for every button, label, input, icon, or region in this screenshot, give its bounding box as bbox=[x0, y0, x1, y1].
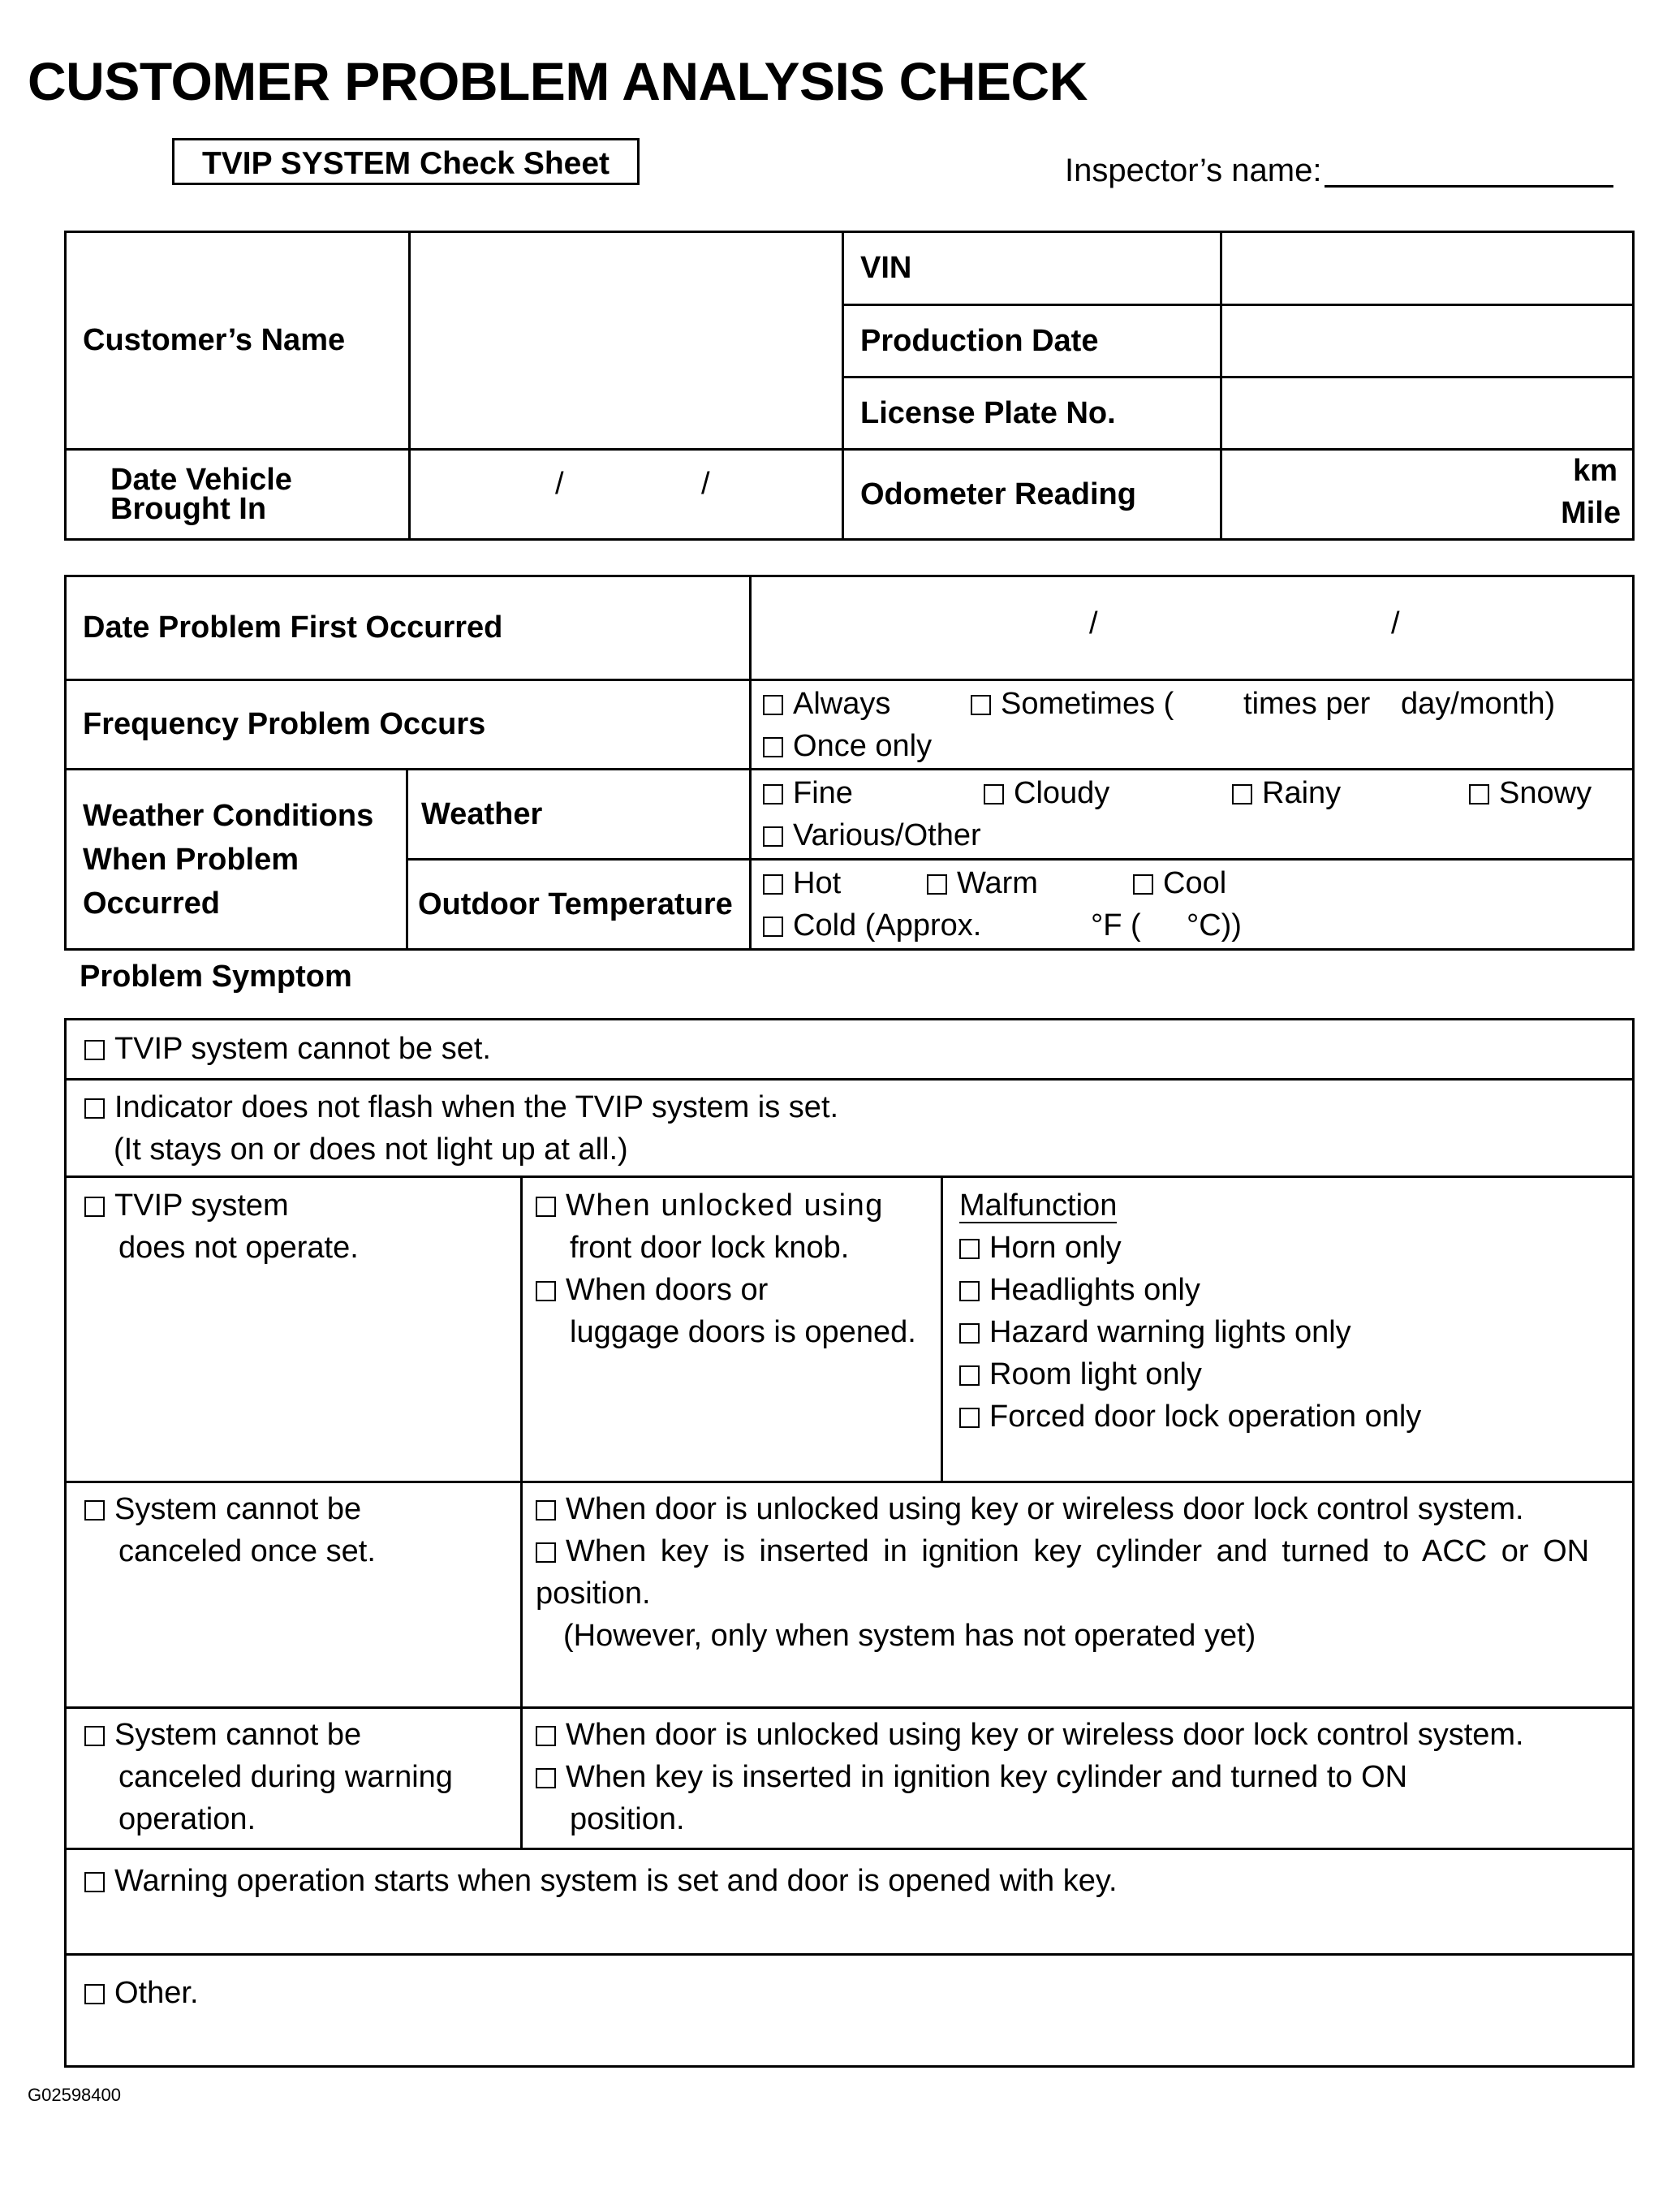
date-slash: / bbox=[701, 467, 710, 501]
once-only-option[interactable] bbox=[763, 725, 1632, 767]
cold-label: Cold (Approx. bbox=[793, 908, 982, 943]
headlights-label: Headlights only bbox=[989, 1273, 1200, 1307]
hazard-label: Hazard warning lights only bbox=[989, 1315, 1351, 1349]
customer-name-label: Customer’s Name bbox=[66, 232, 410, 450]
key-inserted-acc-option[interactable] bbox=[536, 1530, 1618, 1572]
key-inserted-on-label: When key is inserted in ignition key cylinder and turned to ON bbox=[566, 1760, 1408, 1794]
key-inserted-acc-checkbox[interactable] bbox=[536, 1542, 556, 1563]
doors-opened-option[interactable] bbox=[536, 1269, 941, 1311]
cancel-set-conditions bbox=[522, 1482, 1634, 1708]
weather-label: Weather bbox=[407, 770, 751, 860]
indicator-note: (It stays on or does not light up at all.) bbox=[114, 1132, 628, 1167]
door-unlocked-key-label: When door is unlocked using key or wireless door lock control system. bbox=[566, 1492, 1524, 1526]
odometer-field[interactable] bbox=[1221, 450, 1634, 540]
forced-lock-label: Forced door lock operation only bbox=[989, 1400, 1422, 1434]
always-checkbox[interactable] bbox=[763, 695, 783, 715]
weather-conditions-label bbox=[66, 770, 407, 950]
cannot-cancel-set-label-2: canceled once set. bbox=[118, 1534, 376, 1568]
date-slash: / bbox=[555, 467, 564, 501]
weather-options bbox=[751, 770, 1634, 860]
license-plate-field[interactable] bbox=[1221, 377, 1634, 450]
other-checkbox[interactable] bbox=[84, 1984, 105, 2004]
cannot-cancel-set-checkbox[interactable] bbox=[84, 1500, 105, 1521]
symptom-cannot-cancel-warning[interactable] bbox=[66, 1708, 522, 1849]
temperature-options bbox=[751, 860, 1634, 950]
outdoor-temp-label: Outdoor Temperature bbox=[407, 860, 751, 950]
warning-starts-label: Warning operation starts when system is set and door is opened with key. bbox=[114, 1864, 1118, 1898]
cloudy-option[interactable] bbox=[984, 772, 1109, 814]
door-unlocked-key-checkbox-2[interactable] bbox=[536, 1726, 556, 1746]
weather-conditions-line-3: Occurred bbox=[83, 886, 220, 921]
forced-lock-option[interactable] bbox=[959, 1395, 1632, 1438]
unlocked-knob-checkbox[interactable] bbox=[536, 1197, 556, 1217]
warning-starts-checkbox[interactable] bbox=[84, 1872, 105, 1892]
cannot-cancel-warning-checkbox[interactable] bbox=[84, 1726, 105, 1746]
date-slash: / bbox=[1089, 606, 1098, 641]
horn-label: Horn only bbox=[989, 1231, 1122, 1265]
symptom-other[interactable] bbox=[66, 1955, 1634, 2067]
page-title: CUSTOMER PROBLEM ANALYSIS CHECK bbox=[28, 51, 1088, 111]
various-option[interactable] bbox=[763, 814, 1632, 856]
always-option[interactable] bbox=[763, 683, 890, 725]
door-unlocked-key-label-2: When door is unlocked using key or wireless door lock control system. bbox=[566, 1718, 1524, 1752]
forced-lock-checkbox[interactable] bbox=[959, 1408, 980, 1428]
weather-conditions-line-1: Weather Conditions bbox=[83, 798, 374, 833]
frequency-label: Frequency Problem Occurs bbox=[66, 680, 751, 770]
no-operate-conditions bbox=[522, 1177, 942, 1482]
cool-option[interactable] bbox=[1133, 862, 1226, 904]
production-date-field[interactable] bbox=[1221, 305, 1634, 377]
cannot-cancel-warning-label-2: canceled during warning bbox=[118, 1760, 453, 1794]
problem-symptom-heading: Problem Symptom bbox=[80, 960, 352, 994]
day-month-label: day/month) bbox=[1401, 686, 1556, 721]
symptom-indicator[interactable] bbox=[66, 1080, 1634, 1177]
other-label: Other. bbox=[114, 1976, 199, 2010]
key-inserted-on-checkbox[interactable] bbox=[536, 1768, 556, 1788]
hot-option[interactable] bbox=[763, 862, 841, 904]
snowy-option[interactable] bbox=[1469, 772, 1592, 814]
cannot-cancel-set-label: System cannot be bbox=[114, 1492, 362, 1526]
celsius-label: °C)) bbox=[1187, 908, 1242, 943]
cold-checkbox[interactable] bbox=[763, 917, 783, 937]
rainy-option[interactable] bbox=[1232, 772, 1341, 814]
cloudy-label: Cloudy bbox=[1014, 776, 1110, 810]
odometer-label: Odometer Reading bbox=[843, 450, 1221, 540]
hazard-checkbox[interactable] bbox=[959, 1323, 980, 1344]
check-sheet-label: TVIP SYSTEM Check Sheet bbox=[172, 138, 640, 185]
doors-opened-checkbox[interactable] bbox=[536, 1281, 556, 1301]
cancel-warning-conditions bbox=[522, 1708, 1634, 1849]
weather-conditions-line-2: When Problem bbox=[83, 842, 299, 877]
various-label: Various/Other bbox=[793, 818, 981, 852]
horn-option[interactable] bbox=[959, 1227, 1632, 1269]
rainy-label: Rainy bbox=[1262, 776, 1342, 810]
key-inserted-acc-label: When key is inserted in ignition key cylinder and turned to ACC or ON bbox=[566, 1534, 1590, 1568]
cool-label: Cool bbox=[1163, 866, 1227, 900]
sometimes-option[interactable] bbox=[971, 683, 1174, 725]
inspector-name-field[interactable] bbox=[1325, 185, 1613, 188]
cool-checkbox[interactable] bbox=[1133, 874, 1153, 895]
times-per-label: times per bbox=[1243, 686, 1371, 721]
problem-symptom-table bbox=[64, 1018, 1635, 2068]
snowy-checkbox[interactable] bbox=[1469, 784, 1489, 804]
once-only-checkbox[interactable] bbox=[763, 737, 783, 757]
once-only-label: Once only bbox=[793, 728, 933, 763]
key-inserted-on-label-2: position. bbox=[570, 1802, 685, 1836]
unlocked-knob-option[interactable] bbox=[536, 1184, 941, 1227]
however-note: (However, only when system has not operated yet) bbox=[563, 1619, 1256, 1653]
door-unlocked-key-checkbox[interactable] bbox=[536, 1500, 556, 1521]
door-unlocked-key-option[interactable] bbox=[536, 1488, 1618, 1530]
occurrence-table bbox=[64, 575, 1635, 951]
cannot-set-label: TVIP system cannot be set. bbox=[114, 1032, 491, 1066]
license-plate-label: License Plate No. bbox=[843, 377, 1221, 450]
inspector-name-label: Inspector’s name: bbox=[1065, 153, 1322, 188]
always-label: Always bbox=[793, 686, 891, 721]
door-unlocked-key-option-2[interactable] bbox=[536, 1714, 1618, 1756]
date-brought-in-line-1: Date Vehicle bbox=[110, 463, 292, 497]
doors-opened-label: When doors or bbox=[566, 1273, 769, 1307]
no-operate-label-2: does not operate. bbox=[118, 1231, 359, 1265]
date-first-occurred-field[interactable] bbox=[751, 576, 1634, 680]
sometimes-label: Sometimes ( bbox=[1001, 686, 1174, 721]
malfunction-options bbox=[942, 1177, 1634, 1482]
doors-opened-label-2: luggage doors is opened. bbox=[570, 1315, 916, 1349]
hot-label: Hot bbox=[793, 866, 842, 900]
room-light-option[interactable] bbox=[959, 1353, 1632, 1395]
fine-option[interactable] bbox=[763, 772, 853, 814]
fahrenheit-label: °F ( bbox=[1091, 908, 1141, 943]
hazard-option[interactable] bbox=[959, 1311, 1632, 1353]
vin-label: VIN bbox=[843, 232, 1221, 305]
horn-checkbox[interactable] bbox=[959, 1239, 980, 1259]
warm-label: Warm bbox=[957, 866, 1038, 900]
cannot-cancel-warning-label-3: operation. bbox=[118, 1802, 256, 1836]
date-brought-in-line-2: Brought In bbox=[110, 492, 267, 526]
sometimes-checkbox[interactable] bbox=[971, 695, 991, 715]
mile-unit: Mile bbox=[1561, 496, 1621, 530]
symptom-warning-starts[interactable] bbox=[66, 1849, 1634, 1955]
date-brought-in-field[interactable] bbox=[410, 450, 843, 540]
various-checkbox[interactable] bbox=[763, 826, 783, 847]
customer-name-field[interactable] bbox=[410, 232, 843, 450]
room-light-label: Room light only bbox=[989, 1357, 1202, 1391]
symptom-cannot-set[interactable] bbox=[66, 1020, 1634, 1080]
malfunction-heading: Malfunction bbox=[959, 1188, 1118, 1223]
symptom-cannot-cancel-set[interactable] bbox=[66, 1482, 522, 1708]
date-first-occurred-label: Date Problem First Occurred bbox=[66, 576, 751, 680]
indicator-checkbox[interactable] bbox=[84, 1098, 105, 1119]
no-operate-label: TVIP system bbox=[114, 1188, 289, 1223]
km-unit: km bbox=[1573, 454, 1618, 488]
cannot-cancel-warning-label: System cannot be bbox=[114, 1718, 362, 1752]
snowy-label: Snowy bbox=[1499, 776, 1592, 810]
vin-field[interactable] bbox=[1221, 232, 1634, 305]
key-inserted-acc-label-2: position. bbox=[536, 1577, 651, 1611]
indicator-label: Indicator does not flash when the TVIP system is set. bbox=[114, 1089, 839, 1124]
frequency-options bbox=[751, 680, 1634, 770]
unlocked-knob-label-2: front door lock knob. bbox=[570, 1231, 850, 1265]
figure-code: G02598400 bbox=[28, 2085, 121, 2105]
fine-checkbox[interactable] bbox=[763, 784, 783, 804]
cold-option[interactable] bbox=[763, 904, 981, 947]
date-brought-in-label bbox=[66, 450, 410, 540]
unlocked-knob-label: When unlocked using bbox=[566, 1188, 884, 1223]
hot-checkbox[interactable] bbox=[763, 874, 783, 895]
production-date-label: Production Date bbox=[843, 305, 1221, 377]
symptom-no-operate[interactable] bbox=[66, 1177, 522, 1482]
headlights-checkbox[interactable] bbox=[959, 1281, 980, 1301]
cannot-set-checkbox[interactable] bbox=[84, 1040, 105, 1060]
headlights-option[interactable] bbox=[959, 1269, 1632, 1311]
no-operate-checkbox[interactable] bbox=[84, 1197, 105, 1217]
key-inserted-on-option[interactable] bbox=[536, 1756, 1618, 1798]
warm-checkbox[interactable] bbox=[927, 874, 947, 895]
date-slash: / bbox=[1391, 606, 1400, 641]
vehicle-info-table bbox=[64, 231, 1635, 541]
fine-label: Fine bbox=[793, 776, 853, 810]
cloudy-checkbox[interactable] bbox=[984, 784, 1004, 804]
rainy-checkbox[interactable] bbox=[1232, 784, 1252, 804]
warm-option[interactable] bbox=[927, 862, 1038, 904]
room-light-checkbox[interactable] bbox=[959, 1365, 980, 1386]
